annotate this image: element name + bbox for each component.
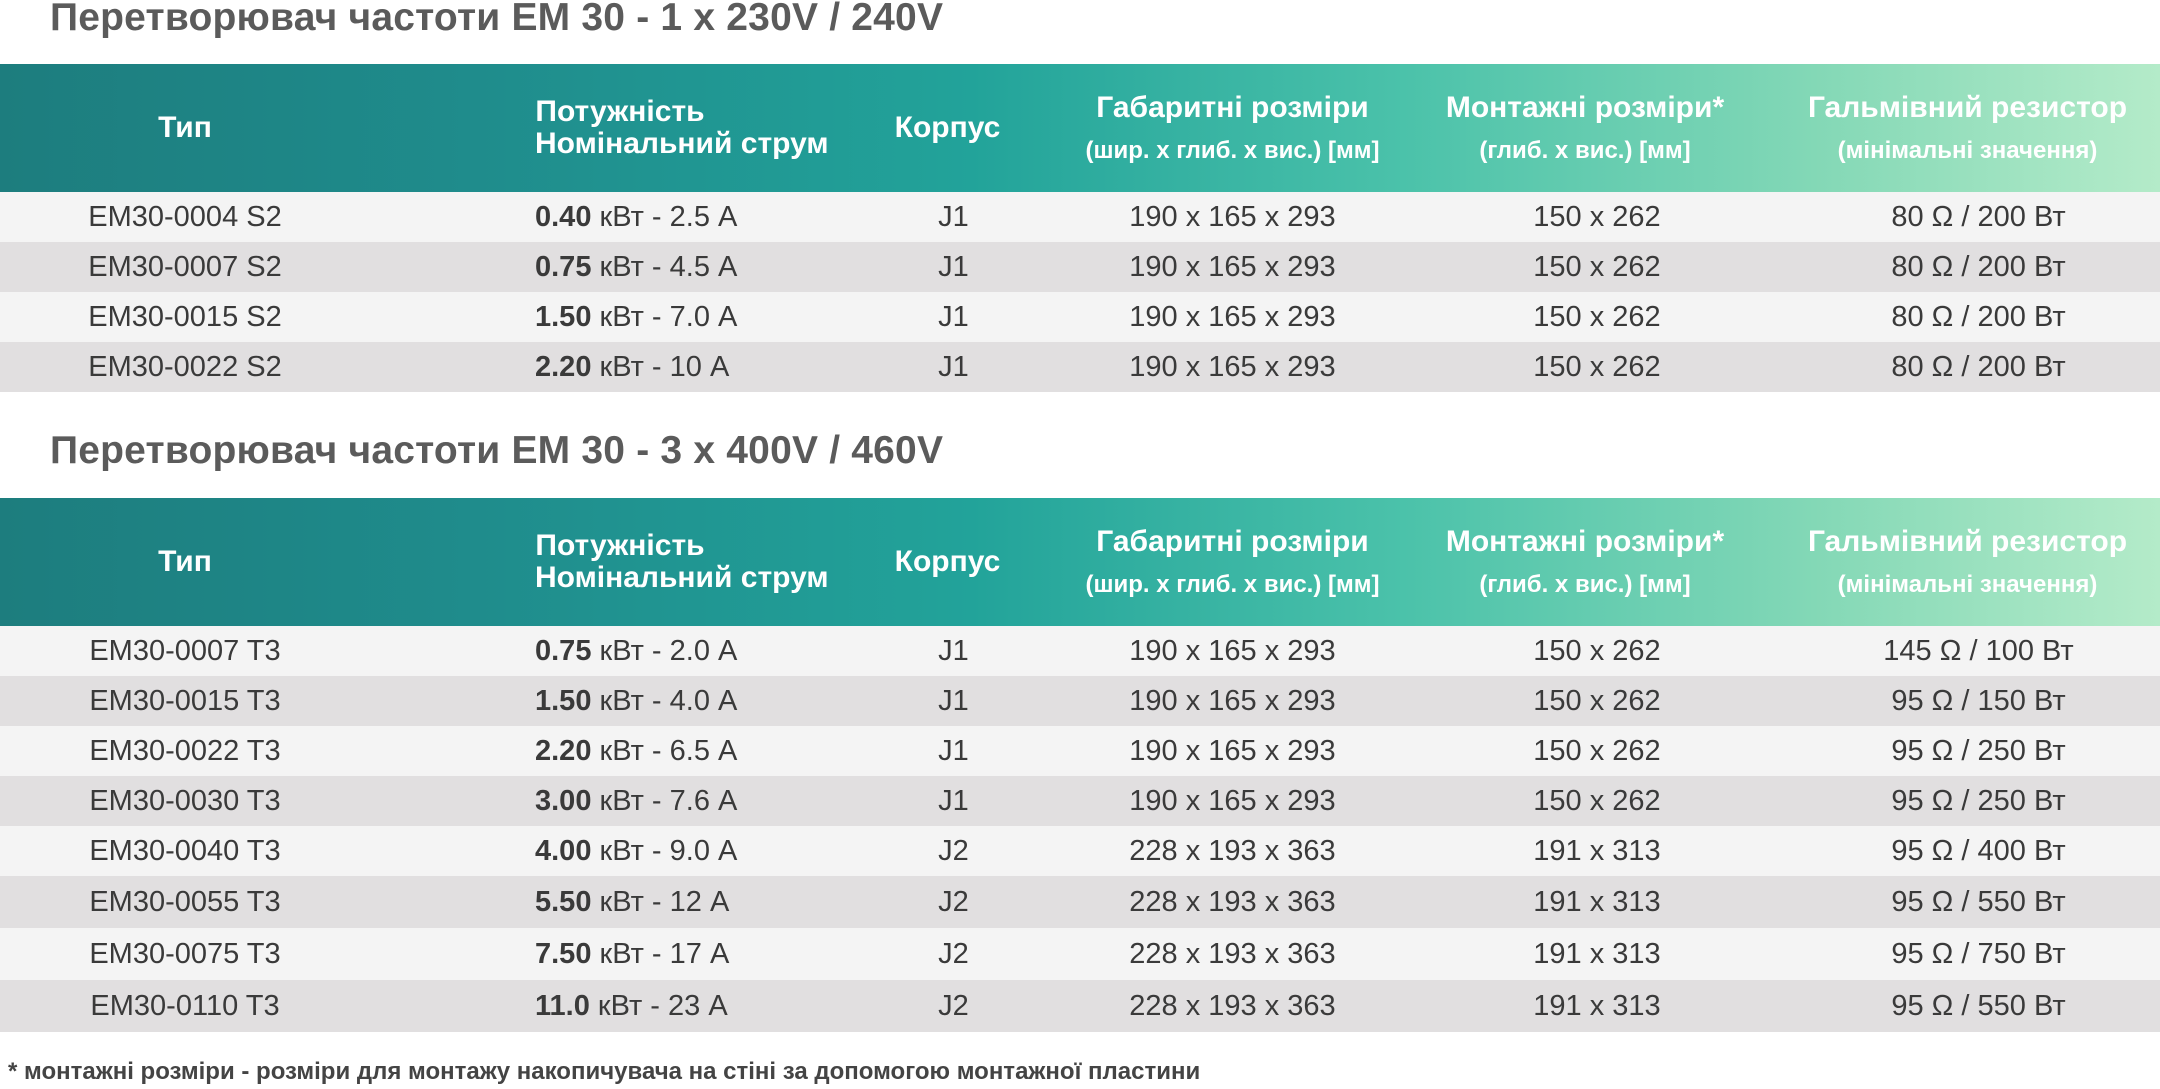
header-case: Корпус bbox=[894, 111, 1001, 144]
cell-power: 3.00 кВт - 7.6 A bbox=[535, 784, 738, 817]
cell-mount: 191 x 313 bbox=[1533, 937, 1661, 970]
cell-dims: 190 x 165 x 293 bbox=[1129, 250, 1336, 283]
cell-case: J1 bbox=[938, 784, 969, 817]
table-row bbox=[0, 928, 2160, 980]
cell-brake: 95 Ω / 250 Вт bbox=[1891, 734, 2066, 767]
section1-title: Перетворювач частоти EM 30 - 1 x 230V / 240V bbox=[50, 0, 944, 39]
cell-type: EM30-0075 T3 bbox=[89, 937, 281, 970]
cell-case: J1 bbox=[938, 634, 969, 667]
cell-case: J1 bbox=[938, 250, 969, 283]
cell-mount: 150 x 262 bbox=[1533, 350, 1661, 383]
table-header-row bbox=[0, 498, 2160, 626]
cell-power: 2.20 кВт - 10 A bbox=[535, 350, 730, 383]
cell-case: J1 bbox=[938, 734, 969, 767]
cell-type: EM30-0110 T3 bbox=[90, 989, 280, 1022]
cell-power: 0.75 кВт - 2.0 A bbox=[535, 634, 738, 667]
cell-mount: 150 x 262 bbox=[1533, 200, 1661, 233]
header-mount: Монтажні розміри* (глиб. x вис.) [мм] bbox=[1445, 91, 1725, 164]
cell-case: J1 bbox=[938, 300, 969, 333]
cell-case: J2 bbox=[938, 937, 969, 970]
cell-brake: 95 Ω / 400 Вт bbox=[1891, 834, 2066, 867]
cell-type: EM30-0004 S2 bbox=[88, 200, 282, 233]
cell-dims: 190 x 165 x 293 bbox=[1129, 350, 1336, 383]
table-row bbox=[0, 726, 2160, 776]
table-row bbox=[0, 192, 2160, 242]
cell-mount: 150 x 262 bbox=[1533, 300, 1661, 333]
table-row bbox=[0, 980, 2160, 1032]
cell-power: 0.40 кВт - 2.5 A bbox=[535, 200, 738, 233]
cell-type: EM30-0040 T3 bbox=[89, 834, 281, 867]
header-case: Корпус bbox=[894, 545, 1001, 578]
cell-brake: 95 Ω / 150 Вт bbox=[1891, 684, 2066, 717]
cell-case: J1 bbox=[938, 684, 969, 717]
cell-dims: 228 x 193 x 363 bbox=[1129, 989, 1336, 1022]
cell-power: 1.50 кВт - 7.0 A bbox=[535, 300, 738, 333]
table-row bbox=[0, 826, 2160, 876]
table-row bbox=[0, 676, 2160, 726]
cell-case: J1 bbox=[938, 200, 969, 233]
cell-type: EM30-0015 S2 bbox=[88, 300, 282, 333]
header-brake: Гальмівний резистор (мінімальні значення) bbox=[1807, 91, 2128, 164]
header-mount: Монтажні розміри* (глиб. x вис.) [мм] bbox=[1445, 525, 1725, 598]
cell-case: J1 bbox=[938, 350, 969, 383]
header-dims: Габаритні розміри (шир. x глиб. x вис.) [мм] bbox=[1085, 525, 1380, 598]
cell-brake: 95 Ω / 750 Вт bbox=[1891, 937, 2066, 970]
cell-power: 5.50 кВт - 12 A bbox=[535, 885, 730, 918]
cell-type: EM30-0055 T3 bbox=[89, 885, 281, 918]
cell-dims: 190 x 165 x 293 bbox=[1129, 684, 1336, 717]
cell-power: 4.00 кВт - 9.0 A bbox=[535, 834, 738, 867]
table-row bbox=[0, 242, 2160, 292]
cell-dims: 190 x 165 x 293 bbox=[1129, 200, 1336, 233]
cell-brake: 95 Ω / 550 Вт bbox=[1891, 989, 2066, 1022]
cell-mount: 191 x 313 bbox=[1533, 989, 1661, 1022]
cell-brake: 145 Ω / 100 Вт bbox=[1883, 634, 2074, 667]
cell-power: 0.75 кВт - 4.5 A bbox=[535, 250, 738, 283]
cell-mount: 191 x 313 bbox=[1533, 885, 1661, 918]
header-power: Потужність Номінальний струм bbox=[535, 529, 829, 594]
header-brake: Гальмівний резистор (мінімальні значення) bbox=[1807, 525, 2128, 598]
cell-type: EM30-0007 T3 bbox=[89, 634, 281, 667]
table-row bbox=[0, 776, 2160, 826]
cell-case: J2 bbox=[938, 989, 969, 1022]
cell-type: EM30-0022 S2 bbox=[88, 350, 282, 383]
cell-dims: 228 x 193 x 363 bbox=[1129, 834, 1336, 867]
header-type: Тип bbox=[158, 111, 212, 144]
cell-brake: 95 Ω / 550 Вт bbox=[1891, 885, 2066, 918]
table-row bbox=[0, 876, 2160, 928]
table-body bbox=[0, 192, 2160, 392]
cell-power: 11.0 кВт - 23 A bbox=[535, 989, 728, 1022]
cell-mount: 150 x 262 bbox=[1533, 784, 1661, 817]
header-type: Тип bbox=[158, 545, 212, 578]
cell-mount: 150 x 262 bbox=[1533, 684, 1661, 717]
table-row bbox=[0, 626, 2160, 676]
cell-brake: 80 Ω / 200 Вт bbox=[1891, 250, 2066, 283]
table-row bbox=[0, 342, 2160, 392]
cell-dims: 228 x 193 x 363 bbox=[1129, 885, 1336, 918]
cell-power: 1.50 кВт - 4.0 A bbox=[535, 684, 738, 717]
cell-dims: 190 x 165 x 293 bbox=[1129, 300, 1336, 333]
spec-table-single-phase bbox=[0, 64, 2160, 392]
cell-dims: 190 x 165 x 293 bbox=[1129, 784, 1336, 817]
table-row bbox=[0, 292, 2160, 342]
spec-table-three-phase bbox=[0, 498, 2160, 1032]
header-power: Потужність Номінальний струм bbox=[535, 95, 829, 160]
cell-dims: 190 x 165 x 293 bbox=[1129, 634, 1336, 667]
cell-power: 2.20 кВт - 6.5 A bbox=[535, 734, 738, 767]
cell-mount: 191 x 313 bbox=[1533, 834, 1661, 867]
cell-dims: 228 x 193 x 363 bbox=[1129, 937, 1336, 970]
cell-brake: 80 Ω / 200 Вт bbox=[1891, 350, 2066, 383]
table-header-row bbox=[0, 64, 2160, 192]
cell-dims: 190 x 165 x 293 bbox=[1129, 734, 1336, 767]
cell-mount: 150 x 262 bbox=[1533, 634, 1661, 667]
cell-case: J2 bbox=[938, 885, 969, 918]
cell-brake: 80 Ω / 200 Вт bbox=[1891, 200, 2066, 233]
cell-type: EM30-0022 T3 bbox=[89, 734, 281, 767]
section2-title: Перетворювач частоти EM 30 - 3 x 400V / 460V bbox=[50, 429, 944, 472]
footnote: * монтажні розміри - розміри для монтажу накопичувача на стіні за допомогою монтажної пластини bbox=[8, 1058, 1201, 1085]
cell-type: EM30-0015 T3 bbox=[89, 684, 281, 717]
cell-case: J2 bbox=[938, 834, 969, 867]
table-body bbox=[0, 626, 2160, 1032]
cell-type: EM30-0030 T3 bbox=[89, 784, 281, 817]
cell-power: 7.50 кВт - 17 A bbox=[535, 937, 730, 970]
cell-brake: 80 Ω / 200 Вт bbox=[1891, 300, 2066, 333]
cell-mount: 150 x 262 bbox=[1533, 250, 1661, 283]
cell-brake: 95 Ω / 250 Вт bbox=[1891, 784, 2066, 817]
cell-mount: 150 x 262 bbox=[1533, 734, 1661, 767]
cell-type: EM30-0007 S2 bbox=[88, 250, 282, 283]
header-dims: Габаритні розміри (шир. x глиб. x вис.) [мм] bbox=[1085, 91, 1380, 164]
